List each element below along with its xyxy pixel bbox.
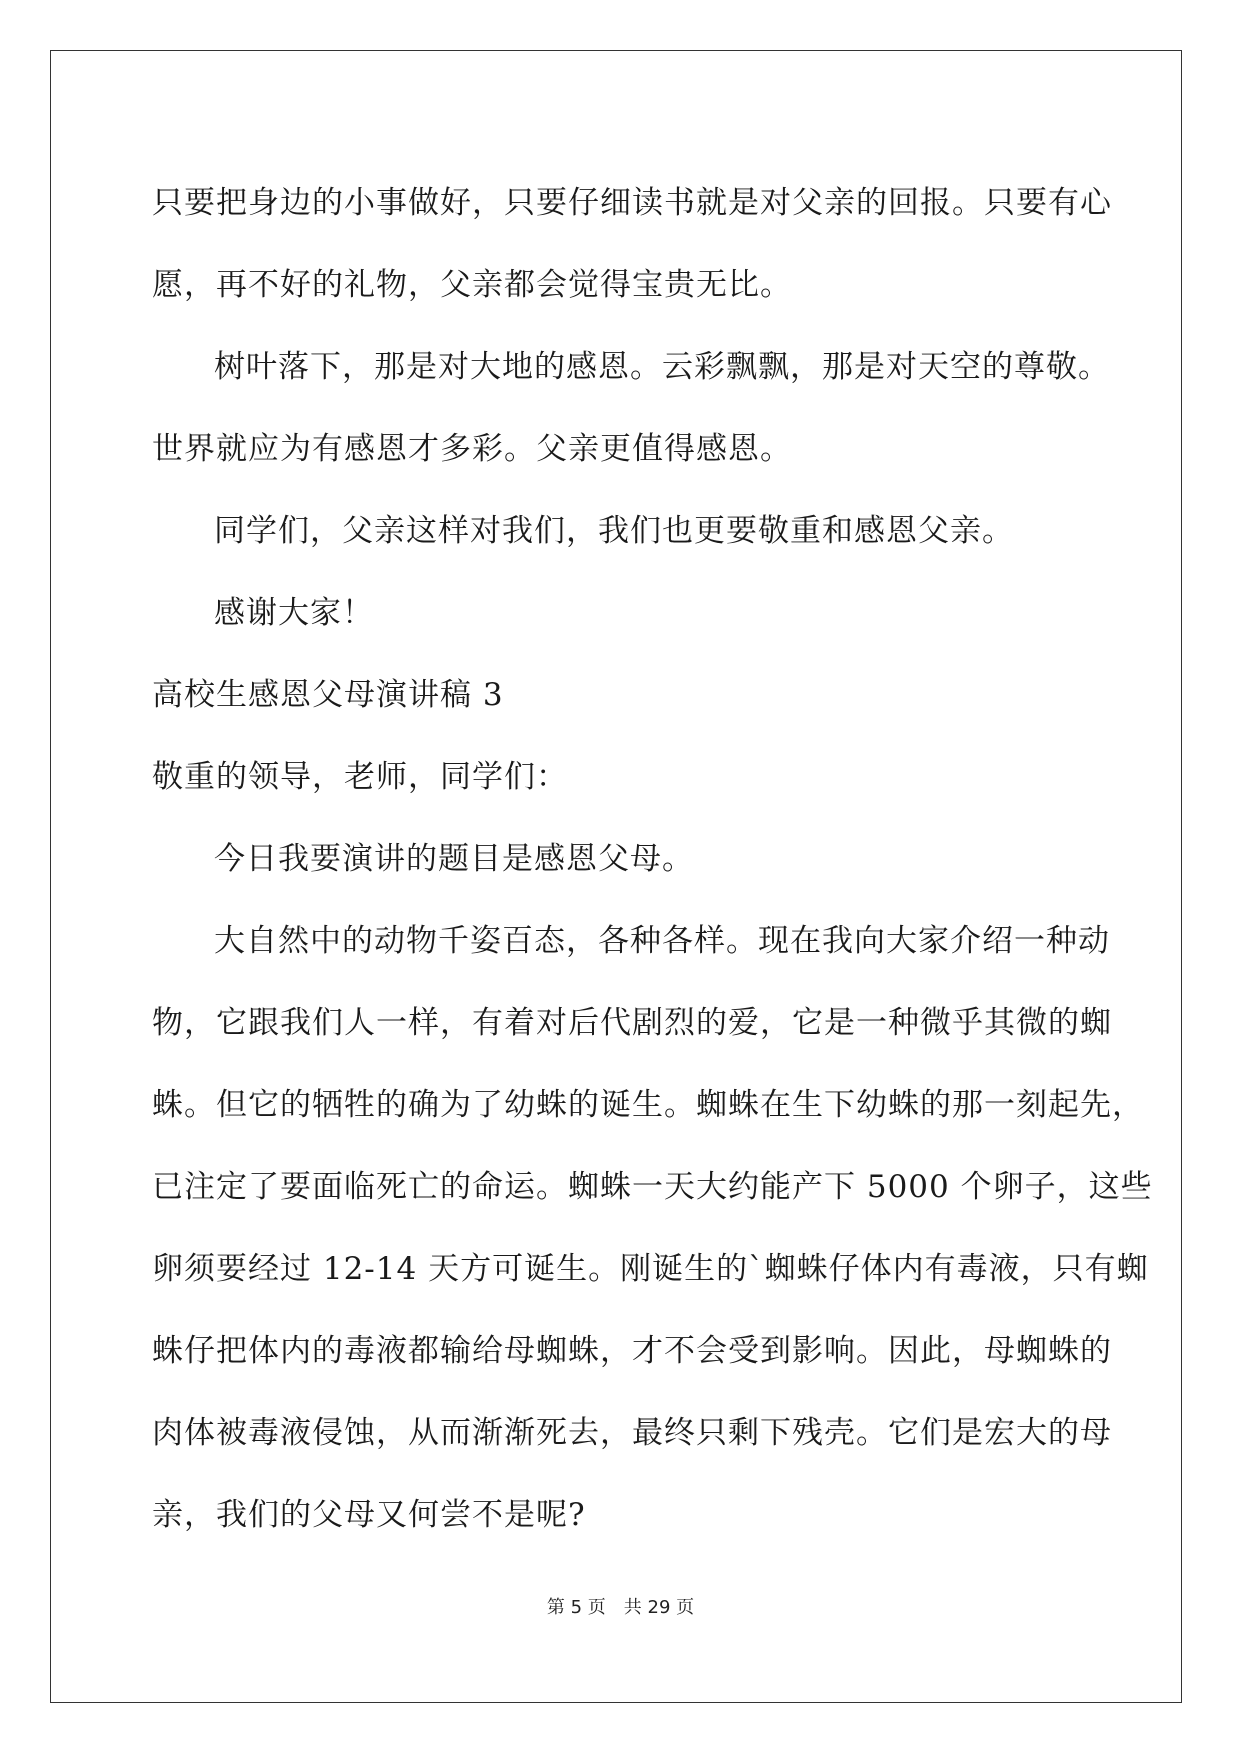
text-line: 愿，再不好的礼物，父亲都会觉得宝贵无比。 xyxy=(152,267,792,303)
text-line: 世界就应为有感恩才多彩。父亲更值得感恩。 xyxy=(152,431,792,467)
text-line: 蛛仔把体内的毒液都输给母蜘蛛，才不会受到影响。因此，母蜘蛛的 xyxy=(152,1333,1112,1369)
text-line: 已注定了要面临死亡的命运。蜘蛛一天大约能产下 5000 个卵子，这些 xyxy=(152,1169,1153,1205)
text-line: 树叶落下，那是对大地的感恩。云彩飘飘，那是对天空的尊敬。 xyxy=(214,349,1110,385)
text-line: 同学们，父亲这样对我们，我们也更要敬重和感恩父亲。 xyxy=(214,513,1014,549)
current-page-number: 第 5 页 xyxy=(546,1597,606,1618)
page-footer xyxy=(0,1593,1241,1619)
section-title: 高校生感恩父母演讲稿 3 xyxy=(152,677,504,713)
total-pages: 共 29 页 xyxy=(623,1597,695,1618)
text-line: 亲，我们的父母又何尝不是呢? xyxy=(152,1497,586,1533)
text-line: 大自然中的动物千姿百态，各种各样。现在我向大家介绍一种动 xyxy=(214,923,1110,959)
text-line: 物，它跟我们人一样，有着对后代剧烈的爱，它是一种微乎其微的蜘 xyxy=(152,1005,1112,1041)
text-line: 肉体被毒液侵蚀，从而渐渐死去，最终只剩下残壳。它们是宏大的母 xyxy=(152,1415,1112,1451)
salutation: 敬重的领导，老师，同学们： xyxy=(152,759,568,795)
text-line: 卵须要经过 12-14 天方可诞生。刚诞生的`蜘蛛仔体内有毒液，只有蜘 xyxy=(152,1251,1149,1287)
text-line: 蛛。但它的牺牲的确为了幼蛛的诞生。蜘蛛在生下幼蛛的那一刻起先， xyxy=(152,1087,1144,1123)
text-line: 今日我要演讲的题目是感恩父母。 xyxy=(214,841,694,877)
document-body xyxy=(152,162,1153,1556)
text-line: 只要把身边的小事做好，只要仔细读书就是对父亲的回报。只要有心 xyxy=(152,185,1112,221)
text-line: 感谢大家！ xyxy=(214,595,374,631)
